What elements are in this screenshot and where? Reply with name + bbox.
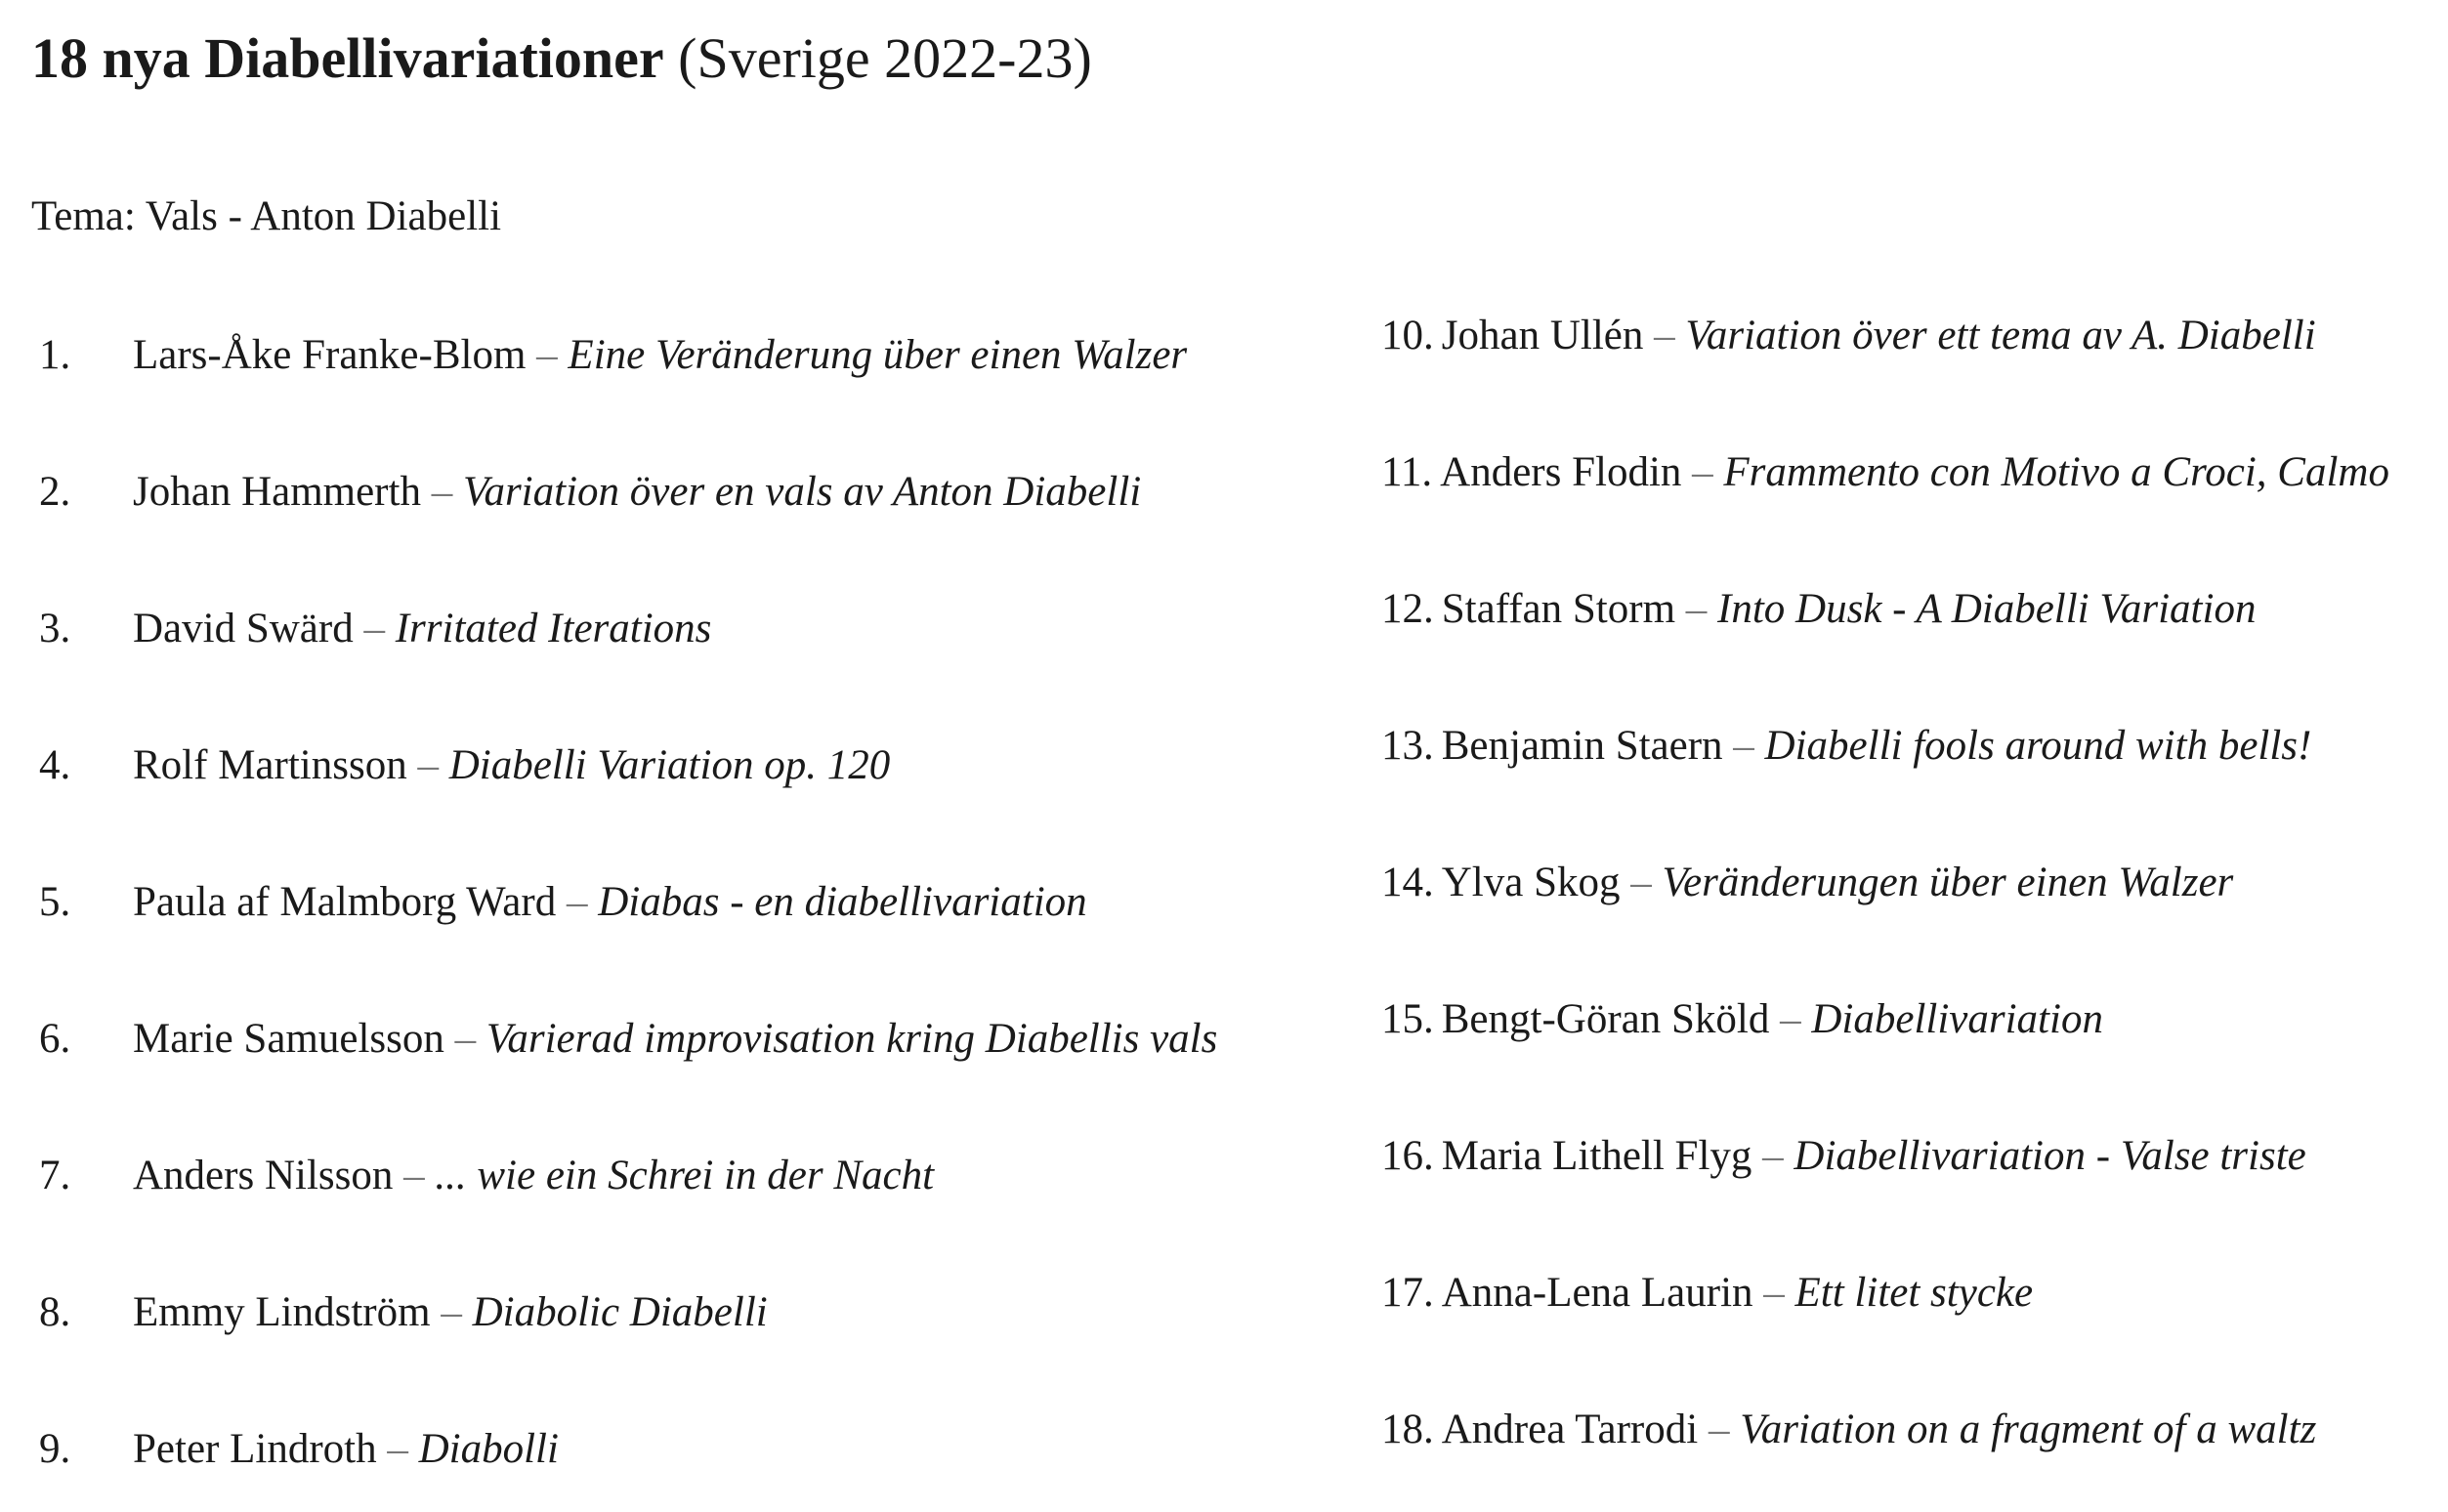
- list-item: [1381, 443, 2389, 502]
- item-number: 16.: [1381, 1133, 1434, 1179]
- item-number: 7.: [39, 1153, 71, 1198]
- work-title: Variation över en vals av Anton Diabelli: [462, 469, 1142, 515]
- item-number: 2.: [39, 469, 71, 515]
- item-text: [133, 600, 711, 658]
- item-text: [1442, 586, 2257, 632]
- item-separator: –: [406, 742, 449, 788]
- item-separator: –: [1698, 1407, 1741, 1452]
- list-item: [1381, 307, 2316, 365]
- theme-line: Tema: Vals - Anton Diabelli: [31, 193, 502, 239]
- composer-name: Anders Nilsson: [133, 1153, 394, 1198]
- composer-name: Peter Lindroth: [133, 1426, 377, 1472]
- item-text: [1442, 1407, 2317, 1452]
- item-text: [1440, 449, 2389, 495]
- item-number: 10.: [1381, 313, 1434, 358]
- item-text: [133, 463, 1141, 522]
- item-separator: –: [1722, 723, 1765, 769]
- list-item: [1381, 580, 2256, 639]
- work-title: Variation on a fragment of a waltz: [1740, 1407, 2317, 1452]
- list-item: [1381, 990, 2103, 1049]
- composer-name: Maria Lithell Flyg: [1441, 1133, 1752, 1179]
- item-text: [133, 736, 890, 795]
- item-number: 8.: [39, 1289, 71, 1335]
- composer-name: Benjamin Staern: [1441, 723, 1723, 769]
- work-title: Frammento con Motivo a Croci, Calmo: [1723, 449, 2389, 495]
- list-item: [1381, 1127, 2306, 1186]
- work-title: Into Dusk - A Diabelli Variation: [1717, 586, 2257, 632]
- item-number: 11.: [1381, 449, 1433, 495]
- item-separator: –: [1752, 1133, 1794, 1179]
- item-separator: –: [1675, 586, 1718, 632]
- composer-name: Staffan Storm: [1441, 586, 1676, 632]
- item-separator: –: [1681, 449, 1724, 495]
- work-title: ... wie ein Schrei in der Nacht: [435, 1153, 935, 1198]
- work-title: Varierad improvisation kring Diabellis vals: [485, 1016, 1218, 1062]
- item-text: [133, 1147, 934, 1205]
- composer-name: Bengt-Göran Sköld: [1441, 996, 1770, 1042]
- item-separator: –: [353, 606, 396, 651]
- item-text: [1442, 1270, 2033, 1316]
- item-number: 12.: [1381, 586, 1434, 632]
- work-title: Diabolli: [418, 1426, 559, 1472]
- composer-name: Rolf Martinsson: [133, 742, 407, 788]
- item-separator: –: [556, 879, 599, 925]
- item-number: 1.: [39, 332, 71, 378]
- item-text: [133, 873, 1087, 932]
- item-text: [133, 1010, 1217, 1069]
- item-separator: –: [430, 1289, 473, 1335]
- item-separator: –: [1643, 313, 1686, 358]
- item-text: [1442, 1133, 2306, 1179]
- item-separator: –: [420, 469, 463, 515]
- list-item: [1381, 1401, 2316, 1459]
- item-text: [133, 1420, 559, 1479]
- work-title: Diabelli Variation op. 120: [448, 742, 891, 788]
- composer-name: Paula af Malmborg Ward: [133, 879, 557, 925]
- composer-name: Emmy Lindström: [133, 1289, 431, 1335]
- item-number: 9.: [39, 1426, 71, 1472]
- work-title: Diabellivariation: [1811, 996, 2103, 1042]
- composer-name: Lars-Åke Franke-Blom: [133, 332, 527, 378]
- composer-name: Anders Flodin: [1440, 449, 1682, 495]
- item-text: [1442, 313, 2316, 358]
- page-title-main: 18 nya Diabellivariationer: [31, 26, 664, 90]
- item-text: [1442, 723, 2312, 769]
- item-text: [1442, 860, 2234, 905]
- work-title: Variation över ett tema av A. Diabelli: [1685, 313, 2316, 358]
- page-title-subtitle: (Sverige 2022-23): [663, 26, 1092, 90]
- work-title: Ett litet stycke: [1794, 1270, 2034, 1316]
- composer-name: Johan Ullén: [1441, 313, 1644, 358]
- work-title: Diabolic Diabelli: [472, 1289, 768, 1335]
- page-title: [31, 20, 1092, 98]
- work-title: Eine Veränderung über einen Walzer: [568, 332, 1188, 378]
- item-number: 4.: [39, 742, 71, 788]
- item-separator: –: [1752, 1270, 1795, 1316]
- item-number: 13.: [1381, 723, 1434, 769]
- work-title: Irritated Iterations: [395, 606, 712, 651]
- composer-name: Anna-Lena Laurin: [1441, 1270, 1753, 1316]
- item-separator: –: [443, 1016, 486, 1062]
- work-title: Diabas - en diabellivariation: [598, 879, 1087, 925]
- item-number: 18.: [1381, 1407, 1434, 1452]
- item-number: 17.: [1381, 1270, 1434, 1316]
- item-separator: –: [376, 1426, 419, 1472]
- work-title: Diabelli fools around with bells!: [1764, 723, 2312, 769]
- item-text: [133, 326, 1187, 385]
- item-number: 5.: [39, 879, 71, 925]
- item-text: [1442, 996, 2103, 1042]
- list-item: [1381, 717, 2311, 776]
- item-separator: –: [526, 332, 569, 378]
- item-separator: –: [1769, 996, 1812, 1042]
- work-title: Veränderungen über einen Walzer: [1662, 860, 2234, 905]
- item-separator: –: [393, 1153, 436, 1198]
- item-number: 6.: [39, 1016, 71, 1062]
- composer-name: Ylva Skog: [1441, 860, 1621, 905]
- composer-name: Johan Hammerth: [133, 469, 421, 515]
- composer-name: David Swärd: [133, 606, 354, 651]
- work-title: Diabellivariation - Valse triste: [1794, 1133, 2306, 1179]
- item-text: [133, 1283, 768, 1342]
- composer-name: Marie Samuelsson: [133, 1016, 444, 1062]
- list-item: [1381, 854, 2233, 912]
- item-separator: –: [1620, 860, 1663, 905]
- item-number: 3.: [39, 606, 71, 651]
- list-item: [1381, 1264, 2033, 1323]
- item-number: 14.: [1381, 860, 1434, 905]
- composer-name: Andrea Tarrodi: [1441, 1407, 1699, 1452]
- item-number: 15.: [1381, 996, 1434, 1042]
